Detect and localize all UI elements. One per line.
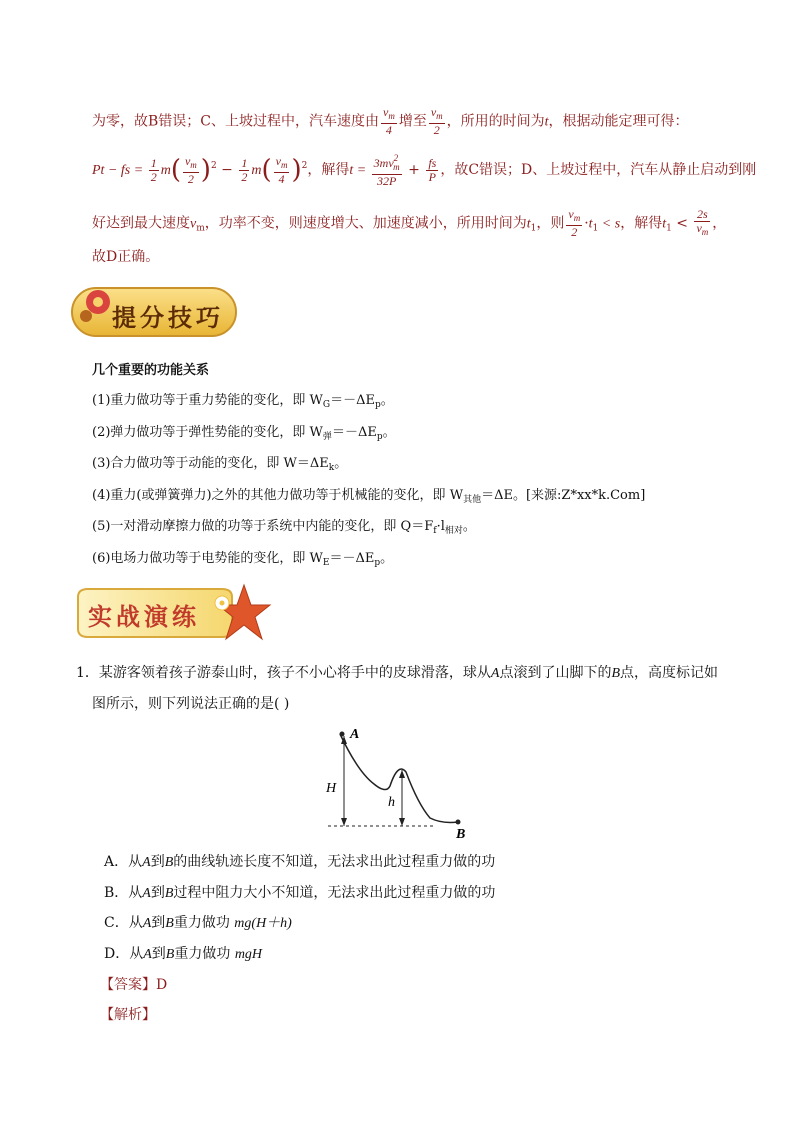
solution-text: ，所用的时间为 <box>446 113 545 130</box>
paren-close: ) <box>291 155 302 185</box>
option-a[interactable]: A．从A到B的曲线轨迹长度不知道，无法求出此过程重力做的功 <box>104 854 496 870</box>
paren-open: ( <box>170 155 181 185</box>
den-2: 2 <box>150 169 157 184</box>
den-32P: 32P <box>377 174 397 188</box>
sup-2: 2 <box>210 161 217 171</box>
sub-m: m <box>280 159 288 170</box>
num-1: 1 <box>241 155 248 170</box>
sub-m: m <box>388 111 395 121</box>
equation-lhs: Pt − fs = <box>92 163 147 178</box>
option-b[interactable]: B．从A到B过程中阻力大小不知道，无法求出此过程重力做的功 <box>104 885 496 901</box>
solution-text: ，则 <box>536 215 565 232</box>
less-than: < <box>671 215 693 232</box>
solution-text: 为零，故B错误；C、上坡过程中，汽车速度由 <box>92 113 379 130</box>
t-equals: t = <box>349 163 370 178</box>
solution-line-2 <box>92 152 756 188</box>
label-A: A <box>350 727 360 742</box>
plus: + <box>403 162 425 178</box>
solution-line-3 <box>92 208 726 239</box>
dot: · <box>584 215 589 232</box>
tips-heading: 几个重要的功能关系 <box>92 363 210 378</box>
den-4: 4 <box>385 123 392 137</box>
var-v: v <box>696 221 702 235</box>
answer <box>100 976 167 994</box>
var-v: v <box>568 207 574 221</box>
var-v: v <box>430 105 437 119</box>
var-v: v <box>275 153 281 168</box>
ball-at-b <box>456 820 461 825</box>
banner-tips <box>68 280 240 344</box>
point-a: A <box>490 666 500 681</box>
var-t: t <box>526 216 531 232</box>
num-2s: 2s <box>694 208 710 222</box>
answer-value: D <box>156 977 168 993</box>
den-2: 2 <box>571 225 578 239</box>
solution-text: ，解得 <box>307 162 350 178</box>
solution-text: 增至 <box>398 113 427 130</box>
label-B: B <box>456 827 466 842</box>
ball-at-a <box>340 732 345 737</box>
sub-m: m <box>393 162 400 172</box>
fraction-2s-over-vm <box>694 208 710 239</box>
tip-item-6: (6)电场力做功等于电势能的变化，即 $W_E=-\Delta E_p$。 <box>92 551 394 568</box>
fraction-half <box>149 157 159 184</box>
var-v: v <box>383 105 389 119</box>
den-2: 2 <box>187 171 194 186</box>
sub-m: m <box>701 227 709 237</box>
solution-text: ，根据动能定理可得： <box>548 113 689 130</box>
num-fs: fs <box>428 155 437 170</box>
option-d[interactable]: D．从A到B重力做功 mgH <box>104 946 263 962</box>
question-number: 1． <box>76 665 99 681</box>
sub-1: 1 <box>592 223 599 234</box>
tip-item-4: (4)重力(或弹簧弹力)之外的其他力做功等于机械能的变化，即 $W_{其他}=\Delta E$。[来源:Z*xx*k.Com] <box>92 488 646 505</box>
tip-item-5: (5)一对滑动摩擦力做的功等于系统中内能的变化，即 $Q=F_f\cdot l_{相对}$。 <box>92 519 476 536</box>
banner-tips-text: 提分技巧 <box>112 303 224 332</box>
sub-m: m <box>436 111 443 121</box>
minus: − <box>216 162 238 178</box>
height-diagram <box>318 722 478 842</box>
tip-item-2: (2)弹力做功等于弹性势能的变化，即 $W_弹=-\Delta E_p$。 <box>92 425 396 442</box>
var-v: v <box>184 153 191 168</box>
fraction-vm-over-2 <box>429 106 445 137</box>
solution-line-4 <box>92 248 159 266</box>
solution-text: 故D正确。 <box>92 249 160 265</box>
question-stem-line-2: 图所示，则下列说法正确的是( ) <box>92 696 290 712</box>
den-P: P <box>428 169 436 184</box>
fraction-vm-over-2 <box>566 208 582 239</box>
den-2: 2 <box>433 123 440 137</box>
var-t: t <box>544 114 549 130</box>
slope-curve <box>340 734 458 823</box>
sub-1: 1 <box>530 223 537 234</box>
den-2: 2 <box>241 169 248 184</box>
banner-practice-text: 实战演练 <box>88 602 200 631</box>
var-v: v <box>190 216 197 232</box>
banner-practice <box>72 583 272 643</box>
solution-line-1 <box>92 106 689 137</box>
question-stem-line-1 <box>76 664 718 683</box>
solution-text: ，解得 <box>620 215 663 232</box>
less-than-s: < s <box>598 216 621 232</box>
fraction-vm-over-4 <box>381 106 397 137</box>
sup-2: 2 <box>301 161 308 171</box>
point-b: B <box>611 666 621 681</box>
var-m: m <box>160 163 171 178</box>
sub-1: 1 <box>666 223 672 234</box>
fraction-fs-over-P <box>426 157 438 184</box>
paren-open: ( <box>261 155 272 185</box>
fraction-vm-over-4 <box>274 155 290 186</box>
label-H: H <box>326 781 337 796</box>
fraction-vm-over-2 <box>183 155 199 186</box>
solution-text: ，故C错误；D、上坡过程中，汽车从静止启动到刚 <box>440 162 757 178</box>
stem-text: 点，高度标记如 <box>620 665 719 681</box>
fraction-half <box>239 157 249 184</box>
fraction-3mv2-over-32P <box>372 152 402 188</box>
solution-text: 好达到最大速度 <box>92 215 190 232</box>
tip-item-1: (1)重力做功等于重力势能的变化，即 $W_G=-\Delta E_p$。 <box>92 393 394 410</box>
sub-m: m <box>190 159 197 170</box>
num-1: 1 <box>150 155 157 170</box>
sub-m: m <box>573 213 581 223</box>
answer-label: 【答案】 <box>100 977 156 993</box>
var-m: m <box>251 163 262 178</box>
analysis-label: 【解析】 <box>100 1007 156 1023</box>
label-h: h <box>388 795 395 810</box>
solution-text: ， <box>712 215 727 232</box>
den-4: 4 <box>278 171 285 186</box>
option-c[interactable]: C．从A到B重力做功 mg(H＋h) <box>104 915 292 931</box>
stem-text: 点滚到了山脚下的 <box>499 665 612 681</box>
solution-text: ，功率不变，则速度增大、加速度减小，所用时间为 <box>204 215 527 232</box>
tip-item-3: (3)合力做功等于动能的变化，即 $W=\Delta E_k$。 <box>92 456 348 473</box>
var-t: t <box>662 216 667 232</box>
num-3mv: 3mv <box>373 156 394 170</box>
sup-2: 2 <box>393 153 399 163</box>
var-t: t <box>588 216 593 232</box>
paren-close: ) <box>200 155 211 185</box>
sub-m: m <box>196 223 205 234</box>
stem-text: 某游客领着孩子游泰山时，孩子不小心将手中的皮球滑落，球从 <box>98 665 491 681</box>
